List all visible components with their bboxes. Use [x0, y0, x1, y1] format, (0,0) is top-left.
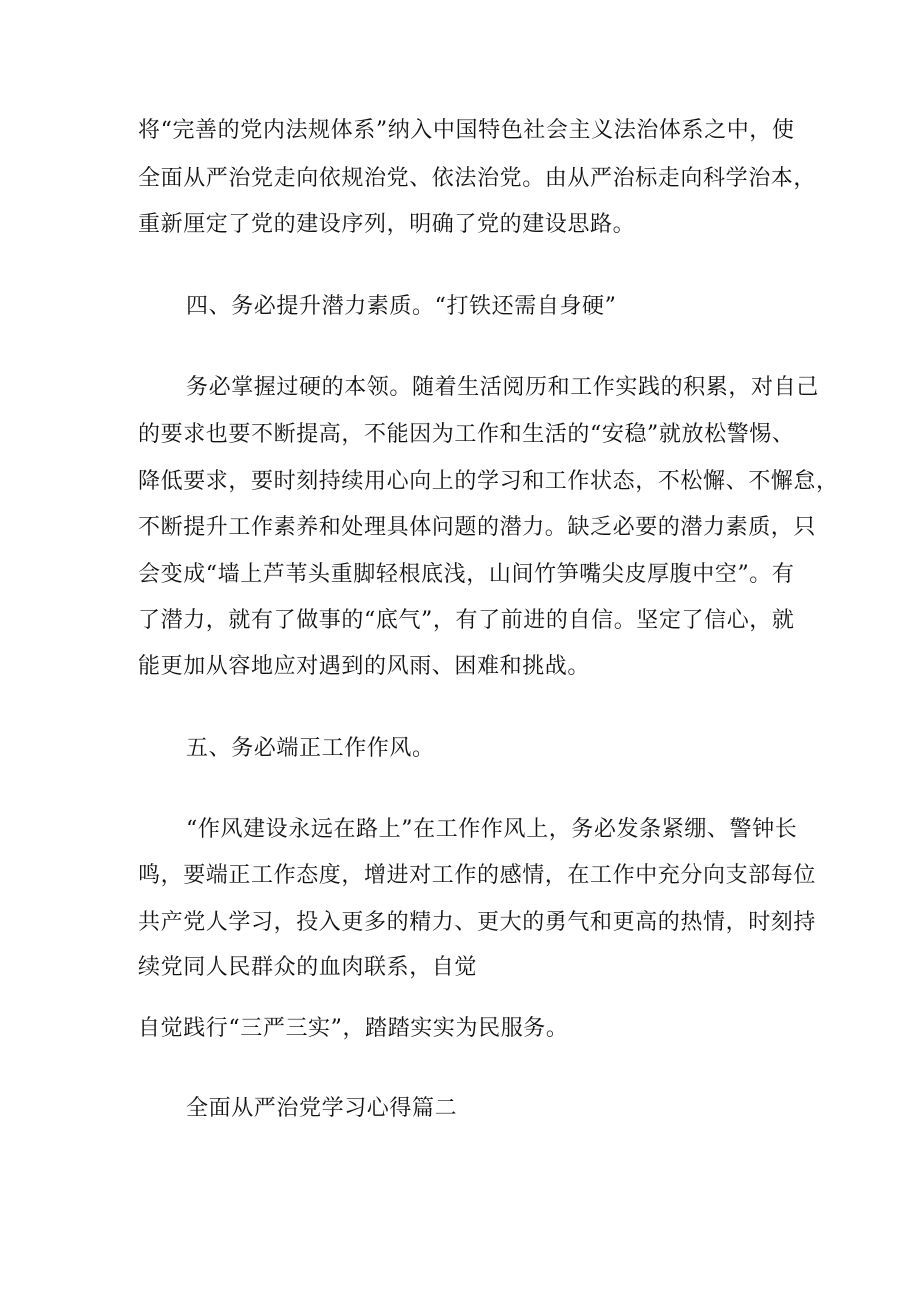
paragraph-2-line-5: 会变成“墙上芦苇头重脚轻根底浅，山间竹笋嘴尖皮厚腹中空”。有 — [138, 562, 795, 587]
paragraph-1-line-2: 全面从严治党走向依规治党、依法治党。由从严治标走向科学治本， — [138, 166, 817, 191]
heading-section-5: 五、务必端正工作作风。 — [186, 736, 435, 761]
paragraph-2-line-1: 务必掌握过硬的本领。随着生活阅历和工作实践的积累，对自己 — [186, 375, 819, 400]
paragraph-2-line-7: 能更加从容地应对遇到的风雨、困难和挑战。 — [138, 654, 591, 679]
section-title: 全面从严治党学习心得篇二 — [186, 1096, 458, 1121]
heading-section-4: 四、务必提升潜力素质。“打铁还需自身硬” — [186, 294, 617, 319]
paragraph-3-line-2: 鸣，要端正工作态度，增进对工作的感情，在工作中充分向支部每位 — [138, 863, 817, 888]
paragraph-4: 自觉践行“三严三实”，踏踏实实为民服务。 — [138, 1016, 569, 1041]
paragraph-2-line-3: 降低要求，要时刻持续用心向上的学习和工作状态，不松懈、不懈怠， — [138, 469, 839, 494]
paragraph-1-line-1: 将“完善的党内法规体系”纳入中国特色社会主义法治体系之中，使 — [138, 118, 795, 143]
paragraph-2-line-6: 了潜力，就有了做事的“底气”，有了前进的自信。坚定了信心，就 — [138, 608, 795, 633]
paragraph-3-line-4: 续党同人民群众的血肉联系，自觉 — [138, 955, 478, 980]
paragraph-3-line-1: “作风建设永远在路上”在工作作风上，务必发条紧绷、警钟长 — [186, 817, 798, 842]
paragraph-1-line-3: 重新厘定了党的建设序列，明确了党的建设思路。 — [138, 212, 636, 237]
paragraph-2-line-2: 的要求也要不断提高，不能因为工作和生活的“安稳”就放松警惕、 — [138, 422, 795, 447]
paragraph-3-line-3: 共产党人学习，投入更多的精力、更大的勇气和更高的热情，时刻持 — [138, 910, 817, 935]
paragraph-2-line-4: 不断提升工作素养和处理具体问题的潜力。缺乏必要的潜力素质，只 — [138, 515, 817, 540]
